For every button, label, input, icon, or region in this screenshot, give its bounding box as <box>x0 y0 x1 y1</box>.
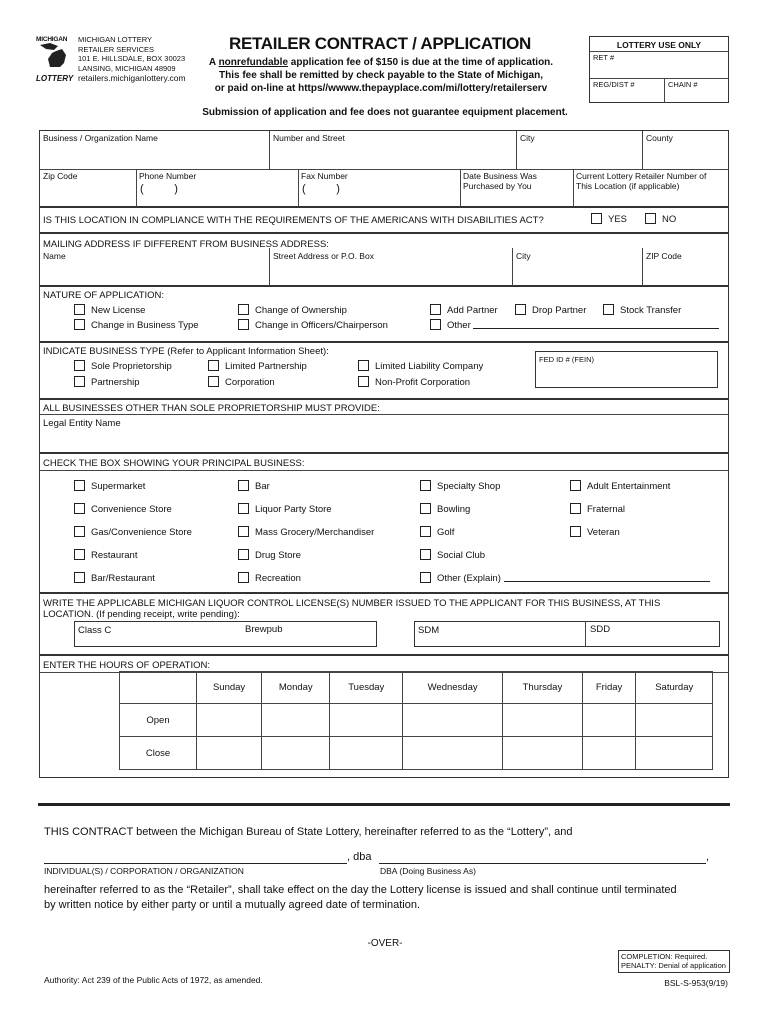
sdd-field[interactable]: SDD <box>590 624 611 635</box>
nature-of-application-section <box>39 286 729 342</box>
checkbox[interactable] <box>74 480 85 491</box>
other-explain-line[interactable] <box>504 572 710 582</box>
reg-dist-field[interactable]: REG/DIST # <box>593 80 635 89</box>
phone-area-code: ( ) <box>140 183 178 195</box>
option-non-profit[interactable]: Non-Profit Corporation <box>358 376 470 388</box>
option-bar[interactable]: Bar <box>238 480 270 492</box>
option-stock-transfer[interactable]: Stock Transfer <box>603 304 681 316</box>
principal-business-section <box>39 453 729 593</box>
logo-bottom-text: LOTTERY <box>36 74 74 83</box>
use-only-title: LOTTERY USE ONLY <box>616 40 702 50</box>
day-tuesday: Tuesday <box>330 672 403 704</box>
checkbox[interactable] <box>238 526 249 537</box>
org-line: 101 E. HILLSDALE, BOX 30023 <box>78 54 186 63</box>
legal-title: ALL BUSINESSES OTHER THAN SOLE PROPRIETORSHIP MUST PROVIDE: <box>43 403 380 414</box>
option-social-club[interactable]: Social Club <box>420 549 485 561</box>
hours-cell[interactable] <box>636 737 713 770</box>
mailing-address-section <box>39 233 729 286</box>
page-title: RETAILER CONTRACT / APPLICATION <box>228 34 532 53</box>
checkbox[interactable] <box>74 319 85 330</box>
option-golf[interactable]: Golf <box>420 526 454 538</box>
option-limited-partnership[interactable]: Limited Partnership <box>208 360 307 372</box>
checkbox[interactable] <box>420 572 431 583</box>
fax-area-code: ( ) <box>302 183 340 195</box>
checkbox[interactable] <box>570 480 581 491</box>
option-drop-partner[interactable]: Drop Partner <box>515 304 586 316</box>
dba-end-comma: , <box>706 851 710 863</box>
brewpub-field[interactable]: Brewpub <box>245 624 283 635</box>
hours-cell[interactable] <box>403 704 503 737</box>
checkbox[interactable] <box>238 480 249 491</box>
option-adult-entertainment[interactable]: Adult Entertainment <box>570 480 670 492</box>
option-supermarket[interactable]: Supermarket <box>74 480 145 492</box>
option-recreation[interactable]: Recreation <box>238 572 301 584</box>
business-info-section <box>39 130 729 207</box>
mailing-zip-field[interactable]: ZIP Code <box>646 251 682 261</box>
penalty-text: PENALTY: Denial of application <box>621 961 726 970</box>
option-partnership[interactable]: Partnership <box>74 376 140 388</box>
checkbox[interactable] <box>74 503 85 514</box>
option-bar-restaurant[interactable]: Bar/Restaurant <box>74 572 155 584</box>
lottery-logo <box>36 36 72 84</box>
current-retailer-field[interactable]: Current Lottery Retailer Number of This Location (if applicable) <box>576 171 707 191</box>
day-thursday: Thursday <box>503 672 583 704</box>
checkbox[interactable] <box>74 360 85 371</box>
checkbox[interactable] <box>238 304 249 315</box>
option-mass-grocery[interactable]: Mass Grocery/Merchandiser <box>238 526 374 538</box>
equipment-notice: Submission of application and fee does not guarantee equipment placement. <box>202 107 568 118</box>
checkbox[interactable] <box>420 549 431 560</box>
city-field[interactable]: City <box>520 133 535 143</box>
liquor-title: WRITE THE APPLICABLE MICHIGAN LIQUOR CONTROL LICENSE(S) NUMBER ISSUED TO THE APPLICANT FOR THIS BUSINESS, AT THIS <box>43 598 661 609</box>
row-open-label: Open <box>120 704 197 737</box>
option-other-explain[interactable]: Other (Explain) <box>420 572 710 584</box>
org-address <box>78 35 198 84</box>
hours-cell[interactable] <box>403 737 503 770</box>
contract-terms: hereinafter referred to as the “Retailer”, shall take effect on the day the Lottery license is issued and shall continue until terminated by written notice by either party or until a mutually agreed date of termination. <box>44 884 677 911</box>
other-line[interactable] <box>473 319 719 329</box>
hours-cell[interactable] <box>503 737 583 770</box>
checkbox[interactable] <box>74 304 85 315</box>
checkbox[interactable] <box>645 213 656 224</box>
completion-text: COMPLETION: Required. <box>621 952 708 961</box>
liquor-title-line2: LOCATION. (If pending receipt, write pending): <box>43 609 240 620</box>
checkbox[interactable] <box>358 376 369 387</box>
checkbox[interactable] <box>570 503 581 514</box>
option-gas-convenience[interactable]: Gas/Convenience Store <box>74 526 192 538</box>
dba-line[interactable] <box>379 852 706 864</box>
ada-section <box>39 207 729 233</box>
checkbox[interactable] <box>420 503 431 514</box>
hours-cell[interactable] <box>197 704 262 737</box>
option-veteran[interactable]: Veteran <box>570 526 620 538</box>
hours-cell[interactable] <box>582 737 636 770</box>
checkbox[interactable] <box>208 376 219 387</box>
checkbox[interactable] <box>420 480 431 491</box>
business-name-field[interactable]: Business / Organization Name <box>43 133 158 143</box>
checkbox[interactable] <box>430 319 441 330</box>
option-sole-proprietorship[interactable]: Sole Proprietorship <box>74 360 172 372</box>
sdm-field[interactable]: SDM <box>414 621 720 647</box>
org-line: LANSING, MICHIGAN 48909 <box>78 63 176 73</box>
nature-title: NATURE OF APPLICATION: <box>43 290 165 301</box>
entity-name-line[interactable] <box>44 852 347 864</box>
hours-cell[interactable] <box>636 704 713 737</box>
mailing-street-field[interactable]: Street Address or P.O. Box <box>273 251 374 261</box>
ada-yes-option[interactable]: YES <box>591 213 627 225</box>
ada-question: IS THIS LOCATION IN COMPLIANCE WITH THE REQUIREMENTS OF THE AMERICANS WITH DISABILITIES ACT? <box>43 215 544 226</box>
checkbox[interactable] <box>74 549 85 560</box>
fax-field[interactable]: Fax Number ( ) <box>301 171 457 205</box>
checkbox[interactable] <box>208 360 219 371</box>
org-line: MICHIGAN LOTTERY <box>78 35 153 44</box>
hours-table <box>119 671 713 770</box>
option-add-partner[interactable]: Add Partner <box>430 304 498 316</box>
liquor-license-section <box>39 593 729 655</box>
hours-cell[interactable] <box>197 737 262 770</box>
fee-notice: A nonrefundable application fee of $150 is due at the time of application. This fee shall be remitted by check payable to the State of Michigan, or paid on-line at https//wwww.thepayplace.com/mi/lottery/retailerserv <box>208 57 554 94</box>
logo-top-text: MICHIGAN <box>36 36 68 43</box>
phone-field[interactable]: Phone Number ( ) <box>139 171 295 205</box>
btype-title: INDICATE BUSINESS TYPE (Refer to Applicant Information Sheet): <box>43 346 329 357</box>
checkbox[interactable] <box>420 526 431 537</box>
class-c-field[interactable]: Class C <box>74 621 377 647</box>
day-sunday: Sunday <box>197 672 262 704</box>
hours-cell[interactable] <box>330 737 403 770</box>
option-restaurant[interactable]: Restaurant <box>74 549 137 561</box>
section-divider <box>38 803 730 806</box>
row-close-label: Close <box>120 737 197 770</box>
legal-entity-name-field[interactable]: Legal Entity Name <box>43 418 121 429</box>
option-corporation[interactable]: Corporation <box>208 376 275 388</box>
contract-intro: THIS CONTRACT between the Michigan Bureau of State Lottery, hereinafter referred to as the “Lottery”, and <box>44 826 573 838</box>
street-field[interactable]: Number and Street <box>273 133 345 143</box>
mailing-title: MAILING ADDRESS IF DIFFERENT FROM BUSINESS ADDRESS: <box>43 239 329 250</box>
mailing-name-field[interactable]: Name <box>43 251 66 261</box>
day-wednesday: Wednesday <box>403 672 503 704</box>
checkbox[interactable] <box>591 213 602 224</box>
ada-no-option[interactable]: NO <box>645 213 676 225</box>
checkbox[interactable] <box>358 360 369 371</box>
org-website: retailers.michiganlottery.com <box>78 73 186 83</box>
checkbox[interactable] <box>515 304 526 315</box>
form-number: BSL-S-953(9/19) <box>664 978 728 988</box>
option-drug-store[interactable]: Drug Store <box>238 549 301 561</box>
option-other[interactable]: Other <box>430 319 719 331</box>
business-type-section <box>39 342 729 399</box>
ret-field[interactable]: RET # <box>593 53 615 62</box>
checkbox[interactable] <box>74 376 85 387</box>
hours-cell[interactable] <box>503 704 583 737</box>
day-friday: Friday <box>582 672 636 704</box>
mailing-city-field[interactable]: City <box>516 251 531 261</box>
option-specialty-shop[interactable]: Specialty Shop <box>420 480 500 492</box>
hours-cell[interactable] <box>262 704 330 737</box>
county-field[interactable]: County <box>646 133 673 143</box>
checkbox[interactable] <box>74 526 85 537</box>
hours-corner <box>120 672 197 704</box>
checkbox[interactable] <box>238 503 249 514</box>
date-purchased-field[interactable]: Date Business Was Purchased by You <box>463 171 537 191</box>
checkbox[interactable] <box>603 304 614 315</box>
checkbox[interactable] <box>430 304 441 315</box>
entity-caption: INDIVIDUAL(S) / CORPORATION / ORGANIZATION <box>44 866 244 876</box>
option-liquor-party-store[interactable]: Liquor Party Store <box>238 503 332 515</box>
hours-title: ENTER THE HOURS OF OPERATION: <box>43 660 210 671</box>
option-change-officers[interactable]: Change in Officers/Chairperson <box>238 319 388 331</box>
legal-entity-section <box>39 399 729 453</box>
completion-box <box>618 950 730 973</box>
michigan-map-icon <box>36 43 72 69</box>
chain-field[interactable]: CHAIN # <box>668 80 698 89</box>
hours-cell[interactable] <box>582 704 636 737</box>
hours-cell[interactable] <box>262 737 330 770</box>
org-line: RETAILER SERVICES <box>78 44 154 54</box>
checkbox[interactable] <box>238 319 249 330</box>
zip-field[interactable]: Zip Code <box>43 171 78 181</box>
hours-cell[interactable] <box>330 704 403 737</box>
option-bowling[interactable]: Bowling <box>420 503 470 515</box>
checkbox[interactable] <box>238 572 249 583</box>
lottery-use-only-box <box>589 36 729 103</box>
checkbox[interactable] <box>570 526 581 537</box>
dba-text: , dba <box>347 851 372 863</box>
day-saturday: Saturday <box>636 672 713 704</box>
day-monday: Monday <box>262 672 330 704</box>
authority-text: Authority: Act 239 of the Public Acts of 1972, as amended. <box>44 975 263 985</box>
dba-caption: DBA (Doing Business As) <box>380 866 476 876</box>
nonrefundable-text: nonrefundable <box>218 57 289 68</box>
option-convenience-store[interactable]: Convenience Store <box>74 503 172 515</box>
over-text: -OVER- <box>367 938 403 949</box>
principal-title: CHECK THE BOX SHOWING YOUR PRINCIPAL BUSINESS: <box>43 458 305 469</box>
option-fraternal[interactable]: Fraternal <box>570 503 625 515</box>
checkbox[interactable] <box>74 572 85 583</box>
checkbox[interactable] <box>238 549 249 560</box>
option-change-business-type[interactable]: Change in Business Type <box>74 319 199 331</box>
option-change-ownership[interactable]: Change of Ownership <box>238 304 347 316</box>
fed-id-field[interactable]: FED ID # (FEIN) <box>535 351 718 388</box>
option-new-license[interactable]: New License <box>74 304 145 316</box>
option-llc[interactable]: Limited Liability Company <box>358 360 483 372</box>
